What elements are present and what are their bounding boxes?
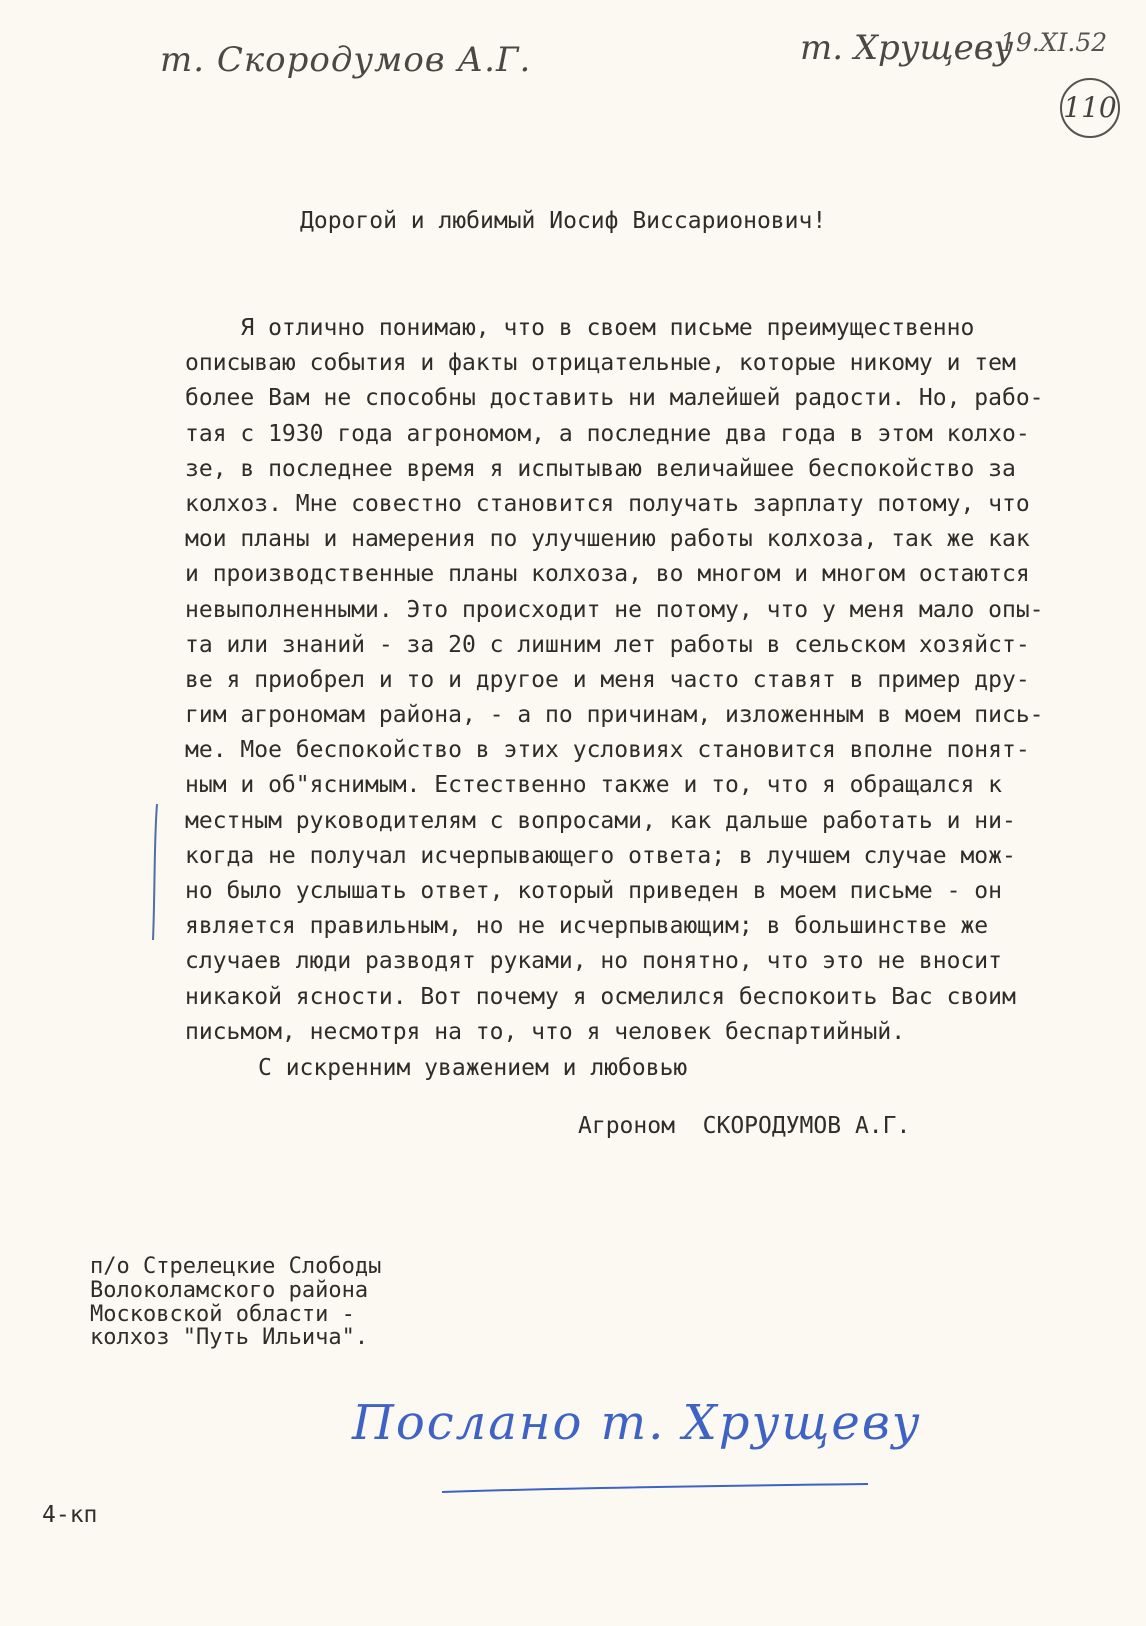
body-line: зе, в последнее время я испытываю величайшее беспокойство за (185, 455, 1016, 482)
body-line: более Вам не способны доставить ни малейшей радости. Но, рабо- (185, 385, 1044, 412)
body-line: описываю события и факты отрицательные, которые никому и тем (185, 350, 1016, 377)
address-line: колхоз "Путь Ильича". (90, 1325, 369, 1351)
body-line: ме. Мое беспокойство в этих условиях становится вполне понят- (185, 737, 1030, 764)
closing-line: С искренним уважением и любовью (258, 1055, 688, 1081)
body-line: невыполненными. Это происходит не потому, что у меня мало опы- (185, 596, 1044, 623)
body-line: является правильным, но не исчерпывающим; в большинстве же (185, 913, 989, 940)
salutation: Дорогой и любимый Иосиф Виссарионович! (300, 208, 827, 234)
handwritten-date: 19.XI.52 (1000, 28, 1108, 57)
folio-number: 110 (1060, 78, 1120, 138)
body-line: но было услышать ответ, который приведен в моем письме - он (185, 878, 1002, 904)
handwritten-name-note: т. Скородумов А.Г. (160, 40, 532, 80)
letter-body (185, 311, 1044, 1050)
body-line: случаев люди разводят руками, но понятно, что это не вносит (185, 948, 1002, 975)
body-line: гим агрономам района, - а по причинам, изложенным в моем пись- (185, 702, 1044, 729)
handwritten-sent-note: Послано т. Хрущеву (352, 1395, 922, 1451)
body-line: та или знаний - за 20 с лишним лет работы в сельском хозяйст- (185, 631, 1030, 658)
sender-address (90, 1255, 381, 1350)
address-line: Волоколамского района (90, 1277, 369, 1303)
margin-pencil-mark (150, 802, 160, 942)
address-line: п/о Стрелецкие Слободы (90, 1254, 382, 1279)
address-line: Московской области - (90, 1301, 355, 1327)
document-code: 4-кп (42, 1502, 98, 1528)
body-line: и производственные планы колхоза, во многом и многом остаются (185, 561, 1030, 588)
sent-note-underline (440, 1478, 870, 1498)
body-line: когда не получал исчерпывающего ответа; в лучшем случае мож- (185, 842, 1016, 869)
body-line: Я отлично понимаю, что в своем письме преимущественно (185, 315, 975, 341)
typed-signature: Агроном СКОРОДУМОВ А.Г. (578, 1113, 911, 1139)
body-line: местным руководителям с вопросами, как дальше работать и ни- (185, 807, 1016, 834)
body-line: никакой ясности. Вот почему я осмелился беспокоить Вас своим (185, 983, 1016, 1010)
body-line: ным и об"яснимым. Естественно также и то, что я обращался к (185, 772, 1002, 799)
body-line: письмом, несмотря на то, что я человек беспартийный. (185, 1018, 906, 1045)
body-line: ве я приобрел и то и другое и меня часто ставят в пример дру- (185, 666, 1030, 693)
handwritten-addressee-note: т. Хрущеву (800, 28, 1014, 68)
body-line: мои планы и намерения по улучшению работы колхоза, так же как (185, 526, 1030, 553)
body-line: тая с 1930 года агрономом, а последние два года в этом колхо- (185, 420, 1030, 447)
body-line: колхоз. Мне совестно становится получать зарплату потому, что (185, 490, 1030, 517)
